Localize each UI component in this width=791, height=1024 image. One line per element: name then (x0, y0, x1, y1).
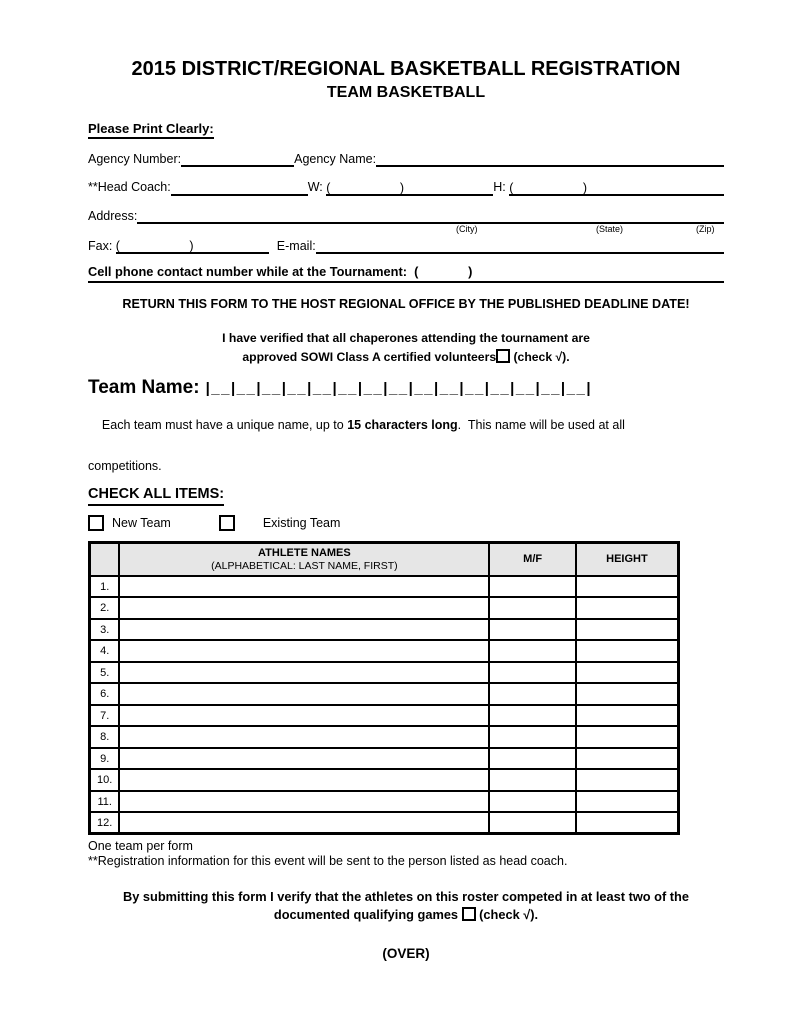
mf-cell[interactable] (489, 662, 576, 684)
check-all-items-label: CHECK ALL ITEMS: (88, 486, 224, 506)
roster-row (90, 662, 679, 684)
address-line (88, 208, 724, 224)
mf-cell[interactable] (489, 597, 576, 619)
fax-email-line (88, 238, 724, 254)
row-number: 12. (90, 812, 120, 834)
roster-row (90, 726, 679, 748)
row-number: 8. (90, 726, 120, 748)
height-cell[interactable] (576, 705, 679, 727)
roster-row (90, 619, 679, 641)
print-clearly-label: Please Print Clearly: (88, 121, 214, 139)
chaperone-checkbox[interactable] (496, 349, 510, 363)
existing-team-checkbox[interactable] (219, 515, 235, 531)
athlete-name-cell[interactable] (119, 683, 489, 705)
chaperone-statement-line2 (88, 349, 724, 364)
mf-cell[interactable] (489, 791, 576, 813)
height-cell[interactable] (576, 748, 679, 770)
row-number: 10. (90, 769, 120, 791)
email-label: E-mail: (276, 238, 316, 253)
fax-field[interactable]: ( ) (116, 238, 269, 254)
mf-cell[interactable] (489, 683, 576, 705)
email-field[interactable] (316, 238, 724, 254)
check-all-items-heading (88, 486, 724, 502)
row-number: 4. (90, 640, 120, 662)
print-clearly-line (88, 121, 724, 136)
athlete-name-cell[interactable] (119, 812, 489, 834)
one-team-note: One team per form (88, 839, 193, 854)
athlete-name-cell[interactable] (119, 791, 489, 813)
row-number-header (90, 543, 120, 576)
address-label: Address: (88, 208, 138, 223)
cell-phone-field[interactable]: ( ) (414, 264, 473, 279)
height-cell[interactable] (576, 640, 679, 662)
height-cell[interactable] (576, 597, 679, 619)
agency-number-field[interactable] (181, 151, 294, 167)
head-coach-label: **Head Coach: (88, 180, 171, 195)
agency-name-field[interactable] (376, 151, 724, 167)
roster-row (90, 748, 679, 770)
row-number: 2. (90, 597, 120, 619)
new-team-label: New Team (112, 516, 171, 530)
athlete-name-cell[interactable] (119, 662, 489, 684)
height-cell[interactable] (576, 576, 679, 598)
athlete-name-cell[interactable] (119, 576, 489, 598)
team-name-line (88, 377, 724, 399)
verify-checkbox[interactable] (462, 907, 476, 921)
height-cell[interactable] (576, 812, 679, 834)
roster-row (90, 705, 679, 727)
home-phone-label: H: (493, 180, 506, 195)
height-cell[interactable] (576, 619, 679, 641)
chaperone-statement-post: (check √). (510, 350, 570, 364)
row-number: 7. (90, 705, 120, 727)
row-number: 9. (90, 748, 120, 770)
athlete-name-cell[interactable] (119, 619, 489, 641)
height-cell[interactable] (576, 662, 679, 684)
verify-statement-line1: By submitting this form I verify that the athletes on this roster competed in at least two of the (123, 889, 689, 905)
height-cell[interactable] (576, 791, 679, 813)
return-notice: RETURN THIS FORM TO THE HOST REGIONAL OFFICE BY THE PUBLISHED DEADLINE DATE! (122, 297, 690, 311)
height-cell[interactable] (576, 769, 679, 791)
mf-cell[interactable] (489, 705, 576, 727)
roster-row (90, 769, 679, 791)
cell-phone-label: Cell phone contact number while at the Tournament: (88, 264, 415, 279)
athlete-names-header-line2: (ALPHABETICAL: LAST NAME, FIRST) (211, 560, 398, 573)
over-label: (OVER) (382, 946, 430, 962)
roster-row (90, 576, 679, 598)
roster-row (90, 791, 679, 813)
roster-row (90, 640, 679, 662)
mf-cell[interactable] (489, 748, 576, 770)
agency-line (88, 151, 724, 167)
state-label: (State) (596, 223, 624, 234)
form-subtitle: TEAM BASKETBALL (326, 84, 486, 101)
roster-header-row (90, 543, 679, 576)
team-name-label: Team Name: (88, 377, 200, 398)
team-name-desc-post: . This name will be used at all (457, 418, 625, 432)
agency-name-label: Agency Name: (294, 152, 377, 166)
athlete-name-cell[interactable] (119, 597, 489, 619)
head-coach-line (88, 179, 724, 195)
row-number: 6. (90, 683, 120, 705)
mf-cell[interactable] (489, 576, 576, 598)
roster-row (90, 597, 679, 619)
registration-info-note: **Registration information for this event will be sent to the person listed as head coach. (88, 854, 568, 869)
city-label: (City) (456, 223, 478, 234)
verify-statement-pre: documented qualifying games (273, 907, 462, 923)
mf-cell[interactable] (489, 769, 576, 791)
athlete-names-header (119, 543, 489, 576)
agency-number-label: Agency Number: (88, 152, 182, 166)
new-team-checkbox[interactable] (88, 515, 104, 531)
row-number: 1. (90, 576, 120, 598)
verify-statement-post: (check √). (475, 907, 539, 923)
athlete-name-cell[interactable] (119, 705, 489, 727)
mf-header: M/F (489, 543, 576, 576)
row-number: 5. (90, 662, 120, 684)
height-header: HEIGHT (576, 543, 679, 576)
cell-phone-line[interactable] (88, 264, 724, 283)
athlete-names-header-line1: ATHLETE NAMES (258, 547, 351, 559)
team-name-boxes-field[interactable]: |__|__|__|__|__|__|__|__|__|__|__|__|__|__|__| (205, 380, 593, 397)
verify-statement-line2 (88, 907, 724, 922)
roster-row (90, 683, 679, 705)
existing-team-label: Existing Team (262, 516, 341, 530)
athlete-name-cell[interactable] (119, 726, 489, 748)
team-name-description-line2: competitions. (88, 459, 162, 473)
team-type-row (88, 515, 724, 531)
form-title: 2015 DISTRICT/REGIONAL BASKETBALL REGISTRATION (131, 58, 681, 80)
address-field[interactable] (137, 208, 724, 224)
height-cell[interactable] (576, 683, 679, 705)
mf-cell[interactable] (489, 726, 576, 748)
roster-row (90, 812, 679, 834)
roster-table (88, 541, 680, 835)
fax-label: Fax: (88, 238, 113, 253)
city-state-zip-labels (88, 224, 724, 235)
team-name-description (88, 404, 724, 446)
chaperone-statement-line1: I have verified that all chaperones attending the tournament are (222, 331, 590, 345)
team-name-desc-pre: Each team must have a unique name, up to (101, 418, 348, 432)
home-phone-field[interactable]: ( ) (509, 180, 724, 196)
work-phone-label: W: (307, 180, 323, 195)
work-phone-field[interactable]: ( ) (326, 180, 493, 196)
row-number: 3. (90, 619, 120, 641)
team-name-desc-bold: 15 characters long (347, 418, 458, 432)
chaperone-statement-pre: approved SOWI Class A certified volunteers (242, 350, 497, 364)
mf-cell[interactable] (489, 812, 576, 834)
head-coach-field[interactable] (171, 180, 308, 196)
height-cell[interactable] (576, 726, 679, 748)
athlete-name-cell[interactable] (119, 640, 489, 662)
athlete-name-cell[interactable] (119, 769, 489, 791)
mf-cell[interactable] (489, 640, 576, 662)
mf-cell[interactable] (489, 619, 576, 641)
zip-label: (Zip) (696, 223, 715, 234)
row-number: 11. (90, 791, 120, 813)
athlete-name-cell[interactable] (119, 748, 489, 770)
